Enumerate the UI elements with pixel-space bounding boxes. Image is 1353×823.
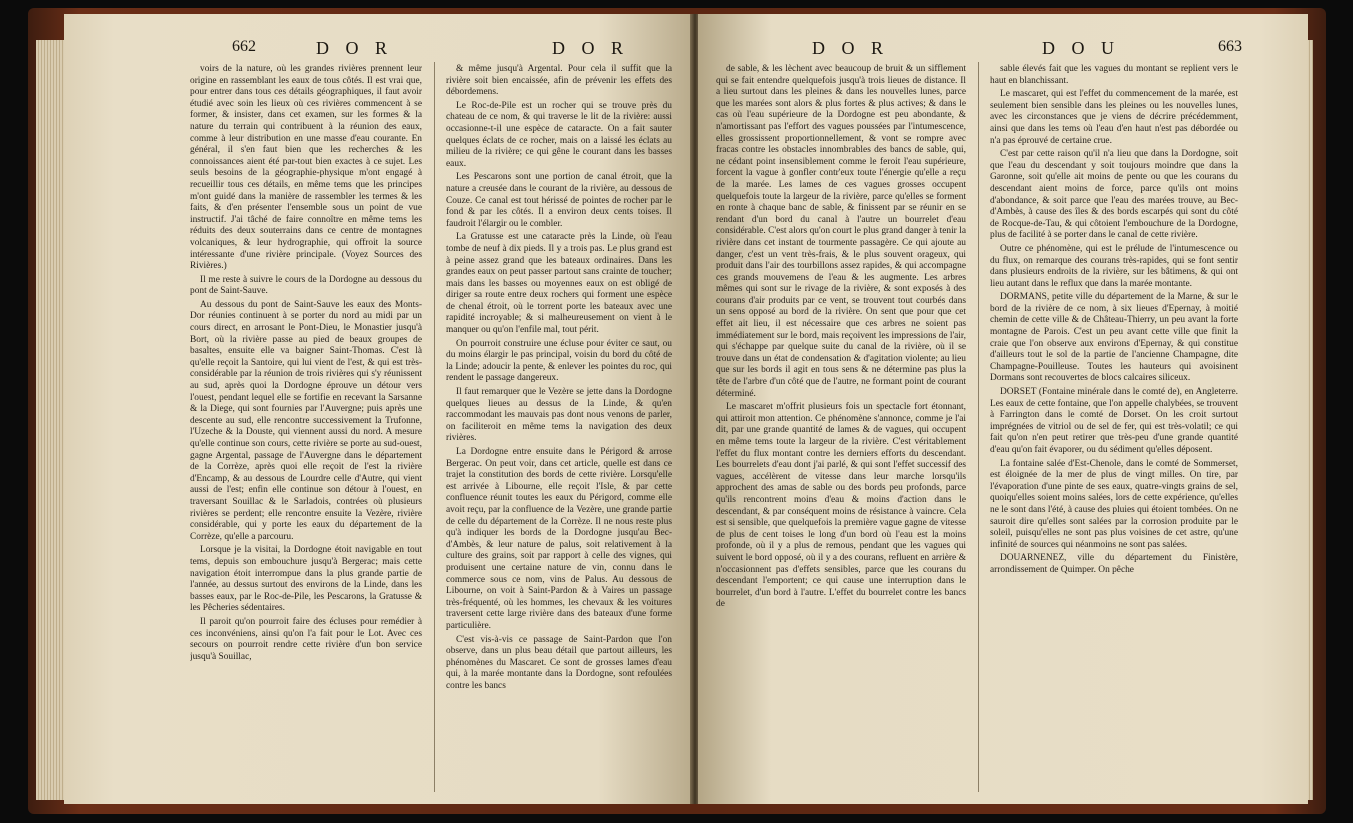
column-rule (978, 62, 979, 792)
running-header-left-2: D O R (552, 38, 630, 58)
paragraph: sable élevés fait que les vagues du montant se replient vers le haut en blanchissant. (990, 64, 1238, 86)
paragraph: Au dessous du pont de Saint-Sauve les eaux des Monts-Dor réunies continuent à se porter du nord au midi par un cours direct, en arrosant le Pont-Dieu, le Monastier jusqu'à Bort, où la rivière passe au pied de beaux groupes de basaltes, ensuite elle va baigner Saint-Thomas. C'est là qu'elle reçoit la Santoire, qui lui vient de l'est, & qui est très-considérable par la réunion de trois rivières qui s'y réunissent au sud, après quoi la Dordogne éprouve un détour vers l'ouest, pendant lequel elle se fortifie en recevant la Sarsanne & la Diege, qui sont fournies par l'Auvergne; puis après une descente au sud, elle rencontre successivement la Trufonne, l'Uzeche & la Douste, qui viennent aussi du nord. A mesure qu'elle continue son cours, cette rivière se porte au sud-ouest, gagne Argental, passage de l'Auvergne dans le département de la Corrèze, après quoi elle reçoit de l'est la rivière d'Encamp, & au dessous de Lourdre celle d'Autre, qui vient aussi de l'est; enfin elle continue son détour à l'ouest, en traversant Souillac & le Sarladois, contrées où plusieurs rivières se perdent; elle rencontre ensuite la Vezère, rivière considérable, qui y porte les eaux du département de la Corrèze, qu'elle a parcouru. (190, 299, 422, 542)
paragraph: Le Roc-de-Pile est un rocher qui se trouve près du chateau de ce nom, & qui traverse le lit de la rivière: aussi occasionne-t-il une espèce de cataracte. On a fait sauter quelques éclats de ce rocher, mais on a laissé les éclats au milieu de la rivière; ce qui gêne le courant dans les basses eaux. (446, 100, 672, 169)
paragraph: Il faut remarquer que le Vezère se jette dans la Dordogne quelques lieues au dessus de la Linde, & qu'en raccommodant les mauvais pas dont nous venons de parler, on faciliteroit en même tems la navigation des deux rivières. (446, 387, 672, 444)
paragraph: DOUARNENEZ, ville du département du Finistère, arrondissement de Quimper. On pêche (990, 553, 1238, 575)
right-page (698, 14, 1308, 804)
running-header-right-1: D O R (812, 38, 890, 58)
paragraph: C'est par cette raison qu'il n'a lieu que dans la Dordogne, soit que l'eau du descendant y soit toujours moindre que dans la Garonne, soit qu'elle ait moins de pente ou que les courans du descendant aient moins de force, parce qu'ils ont moins d'abondance, & soit parce que l'eau des marées trouve, au Bec-d'Ambès, à cause des îles & des bords escarpés qui sont du côté de Rocque-de-Tau, & qui côtoient l'embouchure de la Dordogne, plus de facilité à se porter dans le canal de cette rivière. (990, 149, 1238, 241)
paragraph: Le mascaret m'offrit plusieurs fois un spectacle fort étonnant, qui attiroit mon attention. Ce phénomène s'annonce, comme je l'ai dit, par une grande quantité de lames & de vagues, qui occupent en même tems toute la largeur de la rivière. C'est véritablement l'effet du flux montant contre les derniers efforts du descendant. Les bourrelets d'eau dont j'ai parlé, & qui sont l'effet successif des vagues, accélèrent de vitesse dans leur marche lorsqu'ils approchent des amas de sable ou des bords peu profonds, parce qu'ils rencontrent moins d'eau & moins d'action dans le descendant, & par conséquent moins de résistance à vaincre. Cela est si sensible, que quelquefois la première vague gagne de vitesse de plus de cent toises le long d'un bord où l'eau est la moins profonde, où il y a plus de remous, pendant que les vagues qui suivent le bord opposé, où il y a des courans, refluent en arrière & n'occasionnent pas d'effets sensibles, parce que les courans du descendant l'emportent; ce qui cause une interruption dans le bourrelet, d'un bord à l'autre. L'effet du bourrelet contre les bancs de (716, 402, 966, 610)
paragraph: Le mascaret, qui est l'effet du commencement de la marée, est seulement bien sensible dans les pleines ou les nouvelles lunes, avec les circonstances que je viens de décrire précédemment, ainsi que dans les tems où l'eau d'en haut n'est pas débordée ou n'a pas éprouvé de certaine crue. (990, 89, 1238, 146)
right-page-column-2 (990, 64, 1238, 794)
paragraph: La Gratusse est une cataracte près la Linde, où l'eau tombe de neuf à dix pieds. Il y a trois pas. Le plus grand est à peine assez grand que les bateaux ordinaires. Dans les grandes eaux on peut passer partout sans crainte de toucher; mais dans les basses ou moyennes eaux on est obligé de diriger sa route entre deux rochers qui forment une espèce de chenal étroit, où le torrent porte les bateaux avec une rapidité incroyable; & si malheureusement on vient à le manquer ou qu'on l'enfile mal, tout périt. (446, 232, 672, 336)
paragraph: voirs de la nature, où les grandes rivières prennent leur origine en rassemblant les eaux de tous côtés. Il est vrai que, pour entrer dans tous ces détails géographiques, il faut avoir étudié avec soin les lieux où ces rivières commencent à se former, & insister, dans cet examen, sur les formes & la nature du terrain qui contribuent à la réunion des eaux, comme à leur distribution en une masse d'eau courante. En général, il s'en faut bien que les recherches & les connoissances aient été par-tout bien exactes à ce sujet. Les seuls besoins de la géographie-physique m'ont engagé à recueillir tous ces détails, en même tems que les principes m'ont guidé dans la manière de rassembler les termes & les faits, & d'en présenter l'ensemble sous un point de vue instructif. J'ai tâché de faire connoître en même tems les réduits des deux souterrains dans ce centre de montagnes volcaniques, & leur hydrographie, qui offroit la source intéressante d'une rivière principale. (Voyez Sources des Rivières.) (190, 64, 422, 272)
right-page-column-1 (716, 64, 966, 794)
paragraph: DORSET (Fontaine minérale dans le comté de), en Angleterre. Les eaux de cette fontaine, que l'on appelle chalybées, se trouvent à Farrington dans le comté de Dorset. On les croit surtout imprégnées de vitriol ou de sel de fer, qui est très-volatil; ce qui fait qu'on n'en peut retirer que très-peu d'une grande quantité d'eau qu'on fait évaporer, ou du sédiment qu'elles déposent. (990, 387, 1238, 455)
paragraph: & même jusqu'à Argental. Pour cela il suffit que la rivière soit bien encaissée, afin de prévenir les effets des débordemens. (446, 64, 672, 98)
left-page-column-2 (446, 64, 672, 794)
paragraph: Il me reste à suivre le cours de la Dordogne au dessous du pont de Saint-Sauve. (190, 274, 422, 297)
left-page-column-1 (190, 64, 422, 794)
page-number-left: 662 (232, 38, 256, 55)
running-header-left-1: D O R (316, 38, 394, 58)
left-page (64, 14, 692, 804)
paragraph: de sable, & les lèchent avec beaucoup de bruit & un sifflement qui se fait entendre quelquefois jusqu'à trois lieues de distance. Il a lieu surtout dans les pleines & dans les nouvelles lunes, parce que les marées sont alors & plus fortes & plus actives; & dans le cas où l'eau supérieure de la Dordogne est peu abondante, & n'amortissant pas l'effort des vagues poussées par l'intumescence, elles grossissent proportionnellement, & vont se rompre avec fracas contre les obstacles innombrables des bancs de sable, qui, ne cédant point insensiblement comme le feroit l'eau supérieure, forcent la vague à gonfler contr'eux toute l'énergie qu'elle a reçu de la marée. Les lames de ces vagues grosses occupent quelquefois toute la largeur de la rivière, parce qu'elles se forment en ronte à chaque banc de sable, & finissent par se réunir en se rendant d'un bord du canal à l'autre un bourrelet d'eau considérable. C'est alors qu'on court le plus grand danger à tenir la rivière dans cet instant de tourmente passagère. Ce qui ajoute au danger, c'est un vent très-frais, & le plus souvent orageux, qui produit dans l'air des tourbillons assez rapides, & qui accompagne ces grands mouvemens de l'eau & les augmente. Les arbres mêmes qui sont sur le rivage de la rivière, & sont exposés à des courans d'air produits par ce vent, se trouvent tout courbés dans un sens opposé au bord de la rivière. On sent que pour que cet effet ait lieu, il est nécessaire que ces arbres ne soient pas immédiatement sur le bord, mais reçoivent les impressions de l'air, qui s'échappe par quelque suite du canal de la rivière, où il se trouve dans un état de condensation & d'agitation violente; au lieu que sur les bords il agit en tous sens & ne détermine pas plus la tête de l'arbre d'un côté que de l'autre, ne formant point de courant déterminé. (716, 64, 966, 399)
paragraph: Les Pescarons sont une portion de canal étroit, que la nature a creusée dans le courant de la rivière, au dessous de Couze. Ce canal est tout hérissé de pointes de rocher par le fond & par les côtés. Il a environ deux cents toises. Il faudroit l'élargir ou le combler. (446, 172, 672, 229)
paragraph: Outre ce phénomène, qui est le prélude de l'intumescence ou du flux, on remarque des courans très-rapides, qui se font sentir dans plusieurs endroits de la rivière, sur les bâtimens, & qui ont lieu autant dans le reflux que dans la marée montante. (990, 243, 1238, 289)
running-header-right-2: D O U (1042, 38, 1120, 58)
paragraph: La Dordogne entre ensuite dans le Périgord & arrose Bergerac. On peut voir, dans cet article, quelle est dans ce trajet la constitution des bords de cette rivière. Lorsqu'elle est arrivée à Libourne, elle reçoit l'Isle, & par cette confluence réunit toutes les eaux du Périgord, comme elle avoit reçu, par la confluence de la Vezère, une grande partie de celle du département de la Corrèze. Il ne nous reste plus qu'à indiquer les bords de la Dordogne jusqu'au Bec-d'Ambès, & leur nature de palus, soit relativement à la culture des grains, soit par rapport à celle des vignes, qui produisent une certaine nature de vin, connu dans le commerce sous ce nom, vins de Palus. Au dessous de Libourne, on voit à Saint-Pardon & à Vaires un passage très-fréquenté, où les hommes, les chevaux & les voitures traversent cette large rivière dans des bateaux d'une forme particulière. (446, 447, 672, 631)
page-number-right: 663 (1218, 38, 1242, 55)
paragraph: On pourroit construire une écluse pour éviter ce saut, ou du moins élargir le pas principal, voisin du bord du côté de la Linde; adoucir la pente, & enlever les pointes du roc, qui rendent le passage dangereux. (446, 338, 672, 384)
column-rule (434, 62, 435, 792)
paragraph: Lorsque je la visitai, la Dordogne étoit navigable en tout tems, depuis son embouchure jusqu'à Bergerac; mais cette navigation étoit interrompue dans la plus grande partie de l'année, au dessus surtout des environs de la Linde, dans les basses eaux, par le Roc-de-Pile, les Pescarons, la Gratusse & les Pêcheries sédentaires. (190, 545, 422, 614)
paragraph: C'est vis-à-vis ce passage de Saint-Pardon que l'on observe, dans un plus beau détail que partout ailleurs, les phénomènes du Mascaret. Ce sont de grosses lames d'eau qui, à la marée montante dans la Dordogne, sont refoulées contre les bancs (446, 634, 672, 691)
paragraph: DORMANS, petite ville du département de la Marne, & sur le bord de la rivière de ce nom, à six lieues d'Epernay, à moitié chemin de cette ville & de Château-Thierry, un peu avant la forte montagne de Parois. C'est un peu avant cette ville que finit la craie que l'on observe aux environs d'Epernay, & qui constitue d'ailleurs tout le sol de la partie de l'ancienne Champagne, dite Champagne-Pouilleuse. Toutes les hauteurs qui avoisinent Dormans sont recouvertes de blocs calcaires siliceux. (990, 292, 1238, 384)
paragraph: La fontaine salée d'Est-Chenole, dans le comté de Sommerset, est éloignée de la mer de plus de vingt milles. On tire, par l'évaporation d'une pinte de ses eaux, quatre-vingts grains de sel, quoiqu'elles soient moins salées, lors de cette expérience, qu'elles ne le sont dans l'été, à cause des pluies qui étoient tombées. On ne sauroit dire qu'elles sont salées par la corrosion produite par le soleil, puisqu'elles ne sont pas plus voisines de cet astre, qu'une infinité de sources qui néanmoins ne sont pas salées. (990, 458, 1238, 550)
paragraph: Il paroit qu'on pourroit faire des écluses pour remédier à ces inconvéniens, ainsi qu'on l'a fait pour le Lot. Avec ces secours on pourroit rendre cette rivière d'un bon service jusqu'à Souillac, (190, 616, 422, 662)
